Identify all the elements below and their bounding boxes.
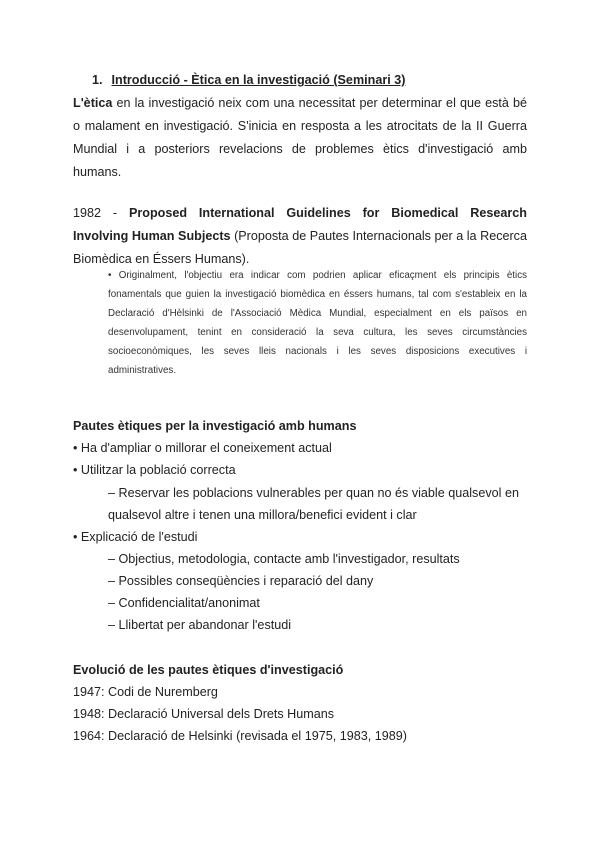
pautes-item: • Ha d'ampliar o millorar el coneixement actual [73,441,332,455]
evolucio-title: Evolució de les pautes ètiques d'investigació [73,663,344,677]
evolucio-item: 1948: Declaració Universal dels Drets Humans [73,707,335,721]
pautes-subitem: – Confidencialitat/anonimat [108,596,260,610]
evolucio-item: 1947: Codi de Nuremberg [73,685,218,699]
section-title: Introducció - Ètica en la investigació (Seminari 3) [111,73,406,87]
guidelines-note: • Originalment, l'objectiu era indicar com podrien aplicar eficaçment els principis ètics fonamentals que guien la investigació biomèdica en éssers humans, tal com s'estableix en la Declaració d'Hèlsinki de l'Associació Mèdica Mundial, especialment en els països en desenvolupament, tenint en consideració la seva cultura, les seves circumstàncies socioeconòmiques, les seves lleis nacionals i les seves disposicions executives i administratives. [108,270,527,376]
intro-lead-term: L'ètica [73,96,113,110]
section-number: 1. [92,73,103,87]
intro-text: en la investigació neix com una necessitat per determinar el que està bé o malament en investigació. S'inicia en resposta a les atrocitats de la II Guerra Mundial i a posteriors revelacions de problemes ètics d'investigació amb humans. [73,96,527,179]
guidelines-translation: (Proposta de Pautes Internacionals per a la Recerca Biomèdica en Éssers Humans). [73,229,527,266]
pautes-subitem: – Possibles conseqüències i reparació del dany [108,574,374,588]
pautes-item: • Utilitzar la població correcta [73,463,236,477]
guidelines-title: Proposed International Guidelines for Biomedical Research Involving Human Subjects [73,206,527,243]
guidelines-paragraph [73,202,527,271]
intro-paragraph [73,92,527,184]
pautes-title: Pautes ètiques per la investigació amb humans [73,419,357,433]
guidelines-year: 1982 - [73,206,129,220]
pautes-subitem: – Reservar les poblacions vulnerables per quan no és viable qualsevol en qualsevol altre i tenen una millora/benefici evident i clar [108,486,519,522]
section-heading [92,70,405,90]
pautes-item: • Explicació de l'estudi [73,530,198,544]
pautes-subitem: – Llibertat per abandonar l'estudi [108,618,292,632]
evolucio-item: 1964: Declaració de Helsinki (revisada el 1975, 1983, 1989) [73,729,407,743]
pautes-subitem: – Objectius, metodologia, contacte amb l'investigador, resultats [108,552,460,566]
